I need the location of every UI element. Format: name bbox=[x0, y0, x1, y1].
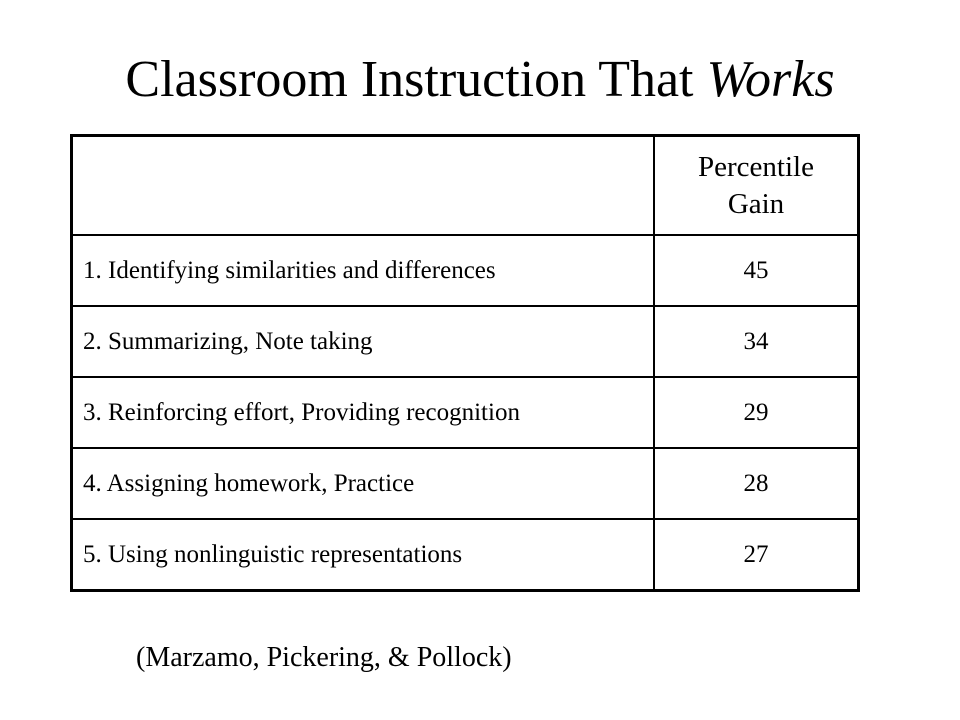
table-row bbox=[72, 235, 859, 306]
percentile-gain-header bbox=[654, 136, 859, 236]
percentile-gain-table bbox=[70, 134, 860, 592]
table-row bbox=[72, 519, 859, 591]
slide-title bbox=[0, 48, 960, 112]
gain-header-line2: Gain bbox=[727, 187, 785, 220]
strategy-cell: 4. Assigning homework, Practice bbox=[72, 448, 655, 519]
gain-cell: 28 bbox=[654, 448, 859, 519]
table-row bbox=[72, 448, 859, 519]
strategy-cell: 1. Identifying similarities and differences bbox=[72, 235, 655, 306]
table-row bbox=[72, 306, 859, 377]
strategy-cell: 3. Reinforcing effort, Providing recognition bbox=[72, 377, 655, 448]
table-row bbox=[72, 377, 859, 448]
citation: (Marzamo, Pickering, & Pollock) bbox=[136, 642, 512, 673]
gain-cell: 34 bbox=[654, 306, 859, 377]
title-main: Classroom Instruction That bbox=[125, 51, 694, 108]
strategy-cell: 5. Using nonlinguistic representations bbox=[72, 519, 655, 591]
title-emphasis: Works bbox=[706, 51, 835, 108]
table-header-row bbox=[72, 136, 859, 236]
gain-cell: 27 bbox=[654, 519, 859, 591]
gain-header-line1: Percentile bbox=[698, 150, 814, 183]
strategy-cell: 2. Summarizing, Note taking bbox=[72, 306, 655, 377]
strategy-header-cell bbox=[72, 136, 655, 236]
gain-cell: 45 bbox=[654, 235, 859, 306]
gain-cell: 29 bbox=[654, 377, 859, 448]
